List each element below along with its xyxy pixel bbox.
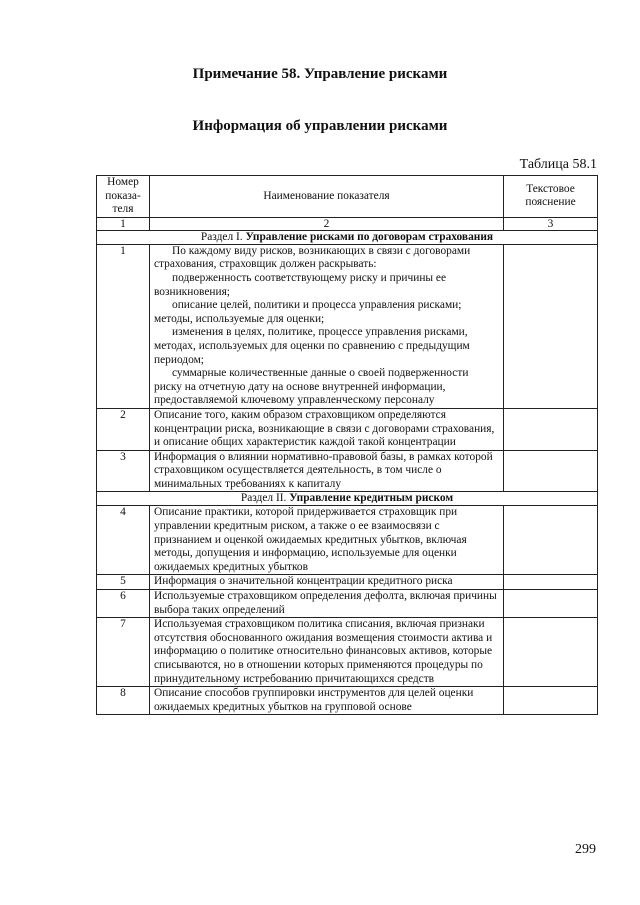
- row-number: 1: [97, 244, 150, 408]
- row-number: 5: [97, 575, 150, 590]
- header-number: Номер показа-теля: [97, 176, 150, 218]
- row-text: Описание способов группировки инструментов для целей оценки ожидаемых кредитных убытков на групповой основе: [150, 687, 504, 715]
- row-number: 2: [97, 408, 150, 450]
- row-text: Используемая страховщиком политика списания, включая признаки отсутствия обоснованного ожидания возмещения стоимости актива и информацию о политике относительно финансовых активов, которые списываются, но в отношении которых применяются процедуры по принудительному истребованию причитающихся средств: [150, 618, 504, 687]
- header-indicator-name: Наименование показателя: [150, 176, 504, 218]
- row-explanation: [504, 450, 598, 492]
- table-row: [97, 618, 598, 687]
- row-number: 7: [97, 618, 150, 687]
- page-number: 299: [575, 842, 596, 857]
- column-number: 2: [150, 217, 504, 230]
- row-explanation: [504, 575, 598, 590]
- row-explanation: [504, 506, 598, 575]
- table-caption: Таблица 58.1: [519, 157, 597, 172]
- table-row: [97, 450, 598, 492]
- section-row: [97, 492, 598, 506]
- section-subtitle: Информация об управлении рисками: [192, 118, 448, 134]
- header-text-explanation: Текстовое пояснение: [504, 176, 598, 218]
- column-number: 1: [97, 217, 150, 230]
- row-text: Используемые страховщиком определения дефолта, включая причины выбора таких определений: [150, 590, 504, 618]
- row-number: 4: [97, 506, 150, 575]
- column-number-row: [97, 217, 598, 230]
- table-row: [97, 590, 598, 618]
- table-row: [97, 408, 598, 450]
- note-title: Примечание 58. Управление рисками: [192, 66, 448, 82]
- section-heading: Раздел I. Управление рисками по договорам страхования: [97, 230, 598, 244]
- table-row: [97, 687, 598, 715]
- risk-disclosure-table: [96, 175, 598, 715]
- row-text: Информация о влиянии нормативно-правовой базы, в рамках которой страховщиком осуществляется деятельность, в том числе о минимальных требованиях к капиталу: [150, 450, 504, 492]
- row-number: 6: [97, 590, 150, 618]
- row-explanation: [504, 618, 598, 687]
- section-row: [97, 230, 598, 244]
- table-row: [97, 244, 598, 408]
- row-text: По каждому виду рисков, возникающих в связи с договорами страхования, страховщик должен раскрывать: подверженность соответствующему риску и причины ее возникновения; описание целей, политики и процесса управления рисками; методы, используемые для оценки; изменения в целях, политике, процессе управления рисками, методах, используемых для оценки по сравнению с предыдущим периодом; суммарные количественные данные о своей подверженности риску на отчетную дату на основе внутренней информации, предоставляемой ключевому управленческому персоналу: [150, 244, 504, 408]
- column-number: 3: [504, 217, 598, 230]
- row-number: 8: [97, 687, 150, 715]
- table-row: [97, 506, 598, 575]
- row-text: Описание практики, которой придерживается страховщик при управлении кредитным риском, а также о ее взаимосвязи с признанием и оценкой ожидаемых кредитных убытков, включая методы, допущения и информацию, используемые для оценки ожидаемых кредитных убытков: [150, 506, 504, 575]
- section-heading: Раздел II. Управление кредитным риском: [97, 492, 598, 506]
- row-explanation: [504, 590, 598, 618]
- row-explanation: [504, 687, 598, 715]
- table-row: [97, 575, 598, 590]
- row-explanation: [504, 244, 598, 408]
- row-text: Описание того, каким образом страховщиком определяются концентрации риска, возникающие в связи с договорами страхования, и описание общих характеристик каждой такой концентрации: [150, 408, 504, 450]
- table-header-row: [97, 176, 598, 218]
- row-explanation: [504, 408, 598, 450]
- row-number: 3: [97, 450, 150, 492]
- row-text: Информация о значительной концентрации кредитного риска: [150, 575, 504, 590]
